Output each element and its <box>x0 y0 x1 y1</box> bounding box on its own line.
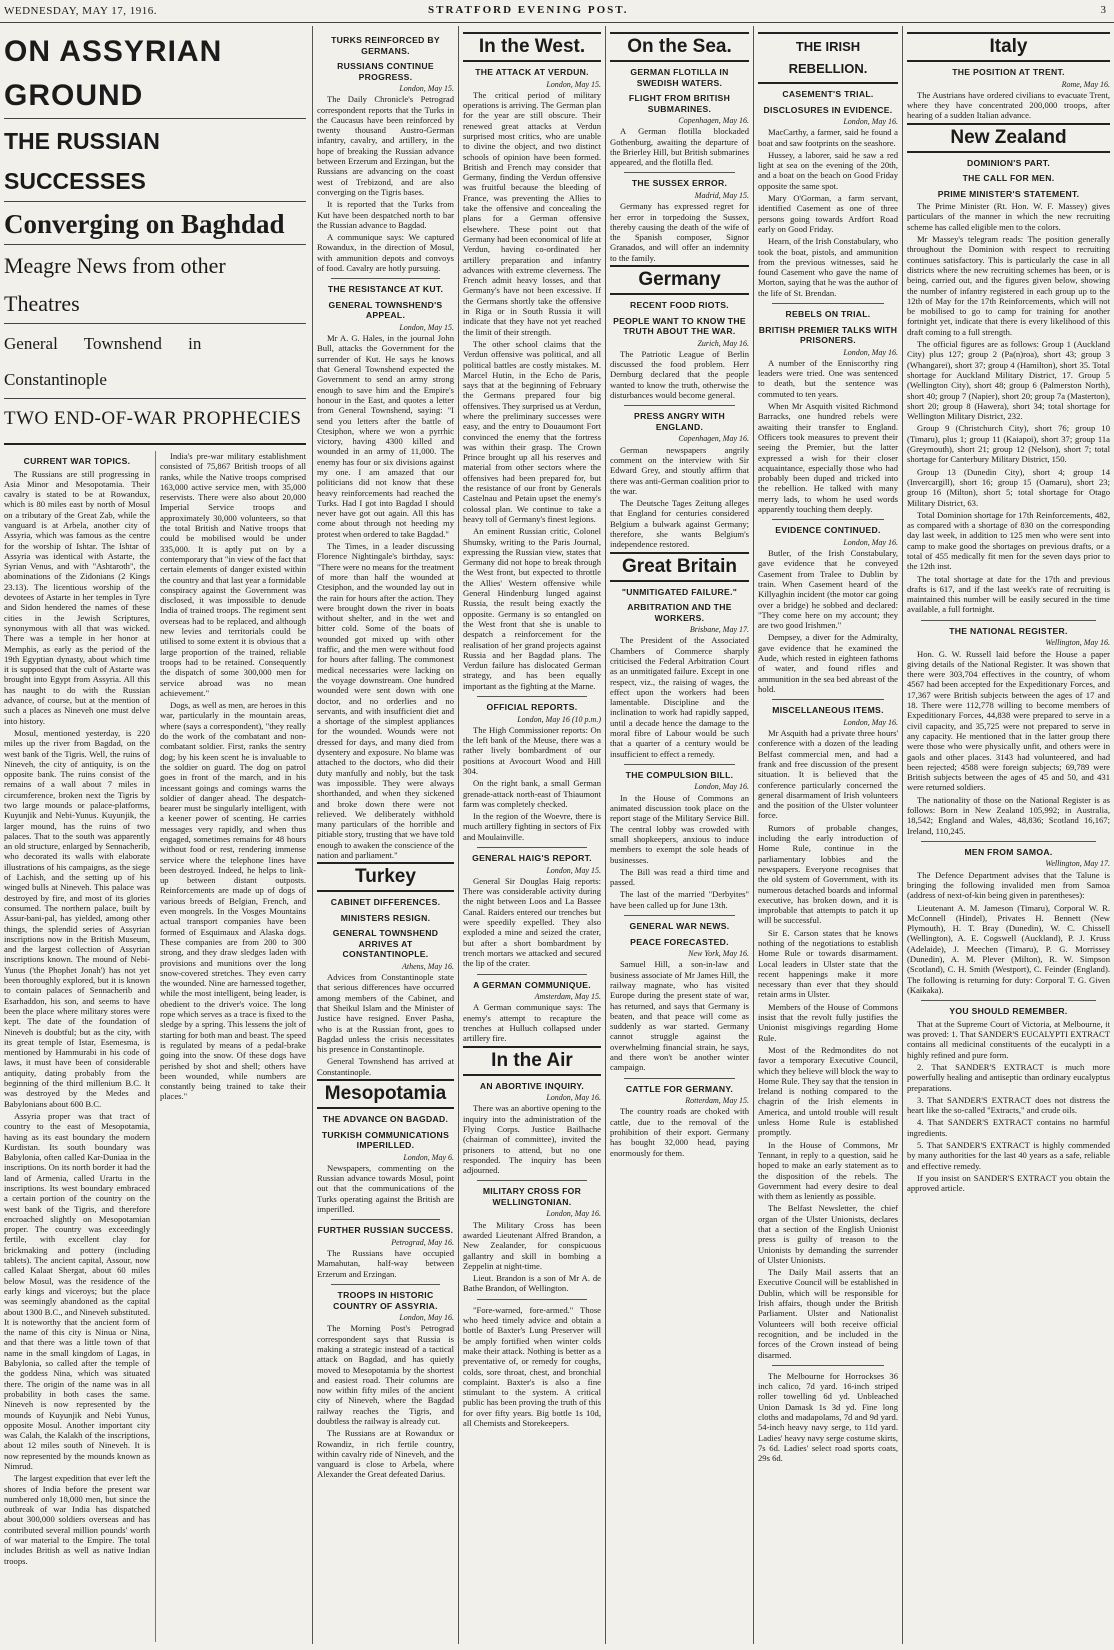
column-rule <box>902 26 903 1644</box>
article-subtitle: RUSSIANS CONTINUE PROGRESS. <box>337 61 434 82</box>
masthead-date: WEDNESDAY, MAY 17, 1916. <box>4 5 157 17</box>
lead-subheadline: Meagre News from other Theatres <box>4 253 226 316</box>
article-title: OFFICIAL REPORTS. <box>486 702 578 713</box>
article-title: THE RESISTANCE AT KUT. <box>327 284 444 295</box>
article-title: AN ABORTIVE INQUIRY. <box>479 1080 585 1091</box>
article-title: THE SUSSEX ERROR. <box>631 178 728 189</box>
dateline: London, May 16 (10 p.m.) <box>517 714 601 724</box>
advertisement: That at the Supreme Court of Victoria, at Melbourne, it was proved: 1. That SANDER'S EUCALYPTI EXTRACT contains all medicinal constituents of the eucalypti in a highly refined and pure form. <box>907 1018 1110 1060</box>
article-title: THE COMPULSION BILL. <box>625 769 734 780</box>
lead-story-column <box>4 30 306 1642</box>
paragraph: When Mr Asquith visited Richmond Barracks, one hundred rebels were awaiting their transfer to England. Officers took measures to prevent their seeing the Premier, but the latter expressed a wish for their closer acquaintance, especially those who had probably been duped and tricked into the rebellion. He talked with many merry lads, to whom he used words apparently touching them deeply. <box>758 401 898 514</box>
paragraph: Advices from Constantinople state that serious differences have occurred among members of the Cabinet, and that Sheikul Islam and the Minister of Justice have resigned. Enver Pasha, who is at the Russian front, goes to Bagdad unless the crisis necessitates his presence in Constantinople. <box>317 972 454 1055</box>
article-subtitle: PEACE FORECASTED. <box>630 936 729 947</box>
section-head-great-britain: Great Britain <box>610 552 749 582</box>
section-head-air: In the Air <box>463 1046 601 1076</box>
dateline: London, May 15. <box>399 322 454 332</box>
paragraph: The Russians are still progressing in Asia Minor and Mesopotamia. Their cavalry is stated to be at Rowandux, which is 80 miles east by north of Mosul on a tributary of the Great Zab, while the vanguard is at Arbela, another city of Assyria, which was famous as the centre for the worship of Ishtar. The Ishtar of Assyria was identical with Astarte, the Syrian Venus, and with "Ashtaroth", the abominations of the Zidonians (2 Kings 23.13). The licentious worship of the devotees of Astarte in her temples in Tyre and Sidon hendered the names of these cities in the Jewish Scriptures, synonymous with all that was wicked. There was a temple in her honor at Memphis, as early as the period of the 19th Egyptian dynasty, about which time it is supposed that the cult of Astarte was brought into Egypt from Assyria. All this has naught to do with the Russian advance, of course, but at the mention of such a places as Nineveh one must delve into history. <box>4 468 150 726</box>
advertisement: 2. That SANDER'S EXTRACT is much more powerfully healing and antiseptic than ordinary eucalyptus preparations. <box>907 1061 1110 1093</box>
paragraph: Dempsey, a diver for the Admiralty, gave evidence that he examined the Aude, which rested in eighteen fathoms of water, and found rifles and ammunition in the sea bed abreast of the hold. <box>758 632 898 694</box>
paragraph: The last of the married "Derbyites" have been called up for June 13th. <box>610 889 749 910</box>
paragraph: A German flotilla blockaded Gothenburg, awaiting the departure of the Brierley Hill, but British submarines appeared, and the flotilla fled. <box>610 126 749 168</box>
dateline: London, May 16. <box>399 1313 454 1323</box>
dateline: London, May 16. <box>843 117 898 126</box>
paragraph: The Daily Mail asserts that an Executive Council will be established in Dublin, which will be responsible for Irish affairs, though under the British Parliament. Ulster and Nationalist Volunteers will both receive official recognition, and be included in the forces of the Crown instead of being disarmed. <box>758 1267 898 1360</box>
paragraph: Hearn, of the Irish Constabulary, who took the boat, pistols, and ammunition from the previous witnesses, said he found Casement who gave the name of Morton, saying that he was the author of the life of St. Brendan. <box>758 236 898 298</box>
lead-subheadline: THE RUSSIAN SUCCESSES <box>4 128 160 194</box>
article-title: TURKS REINFORCED BY GERMANS. <box>331 35 440 56</box>
article-title: THE ATTACK AT VERDUN. <box>475 67 589 77</box>
article-title: "UNMITIGATED FAILURE." <box>621 586 738 597</box>
article-subtitle: TURKISH COMMUNICATIONS IMPERILLED. <box>321 1129 450 1151</box>
article-title: CASEMENT'S TRIAL. <box>782 89 874 99</box>
article-title: THE ADVANCE ON BAGDAD. <box>322 1114 449 1125</box>
lead-subheadline: TWO END-OF-WAR PROPHECIES <box>4 408 302 429</box>
column-3 <box>463 30 601 1642</box>
column-rule <box>458 26 459 1644</box>
section-head-italy: Italy <box>907 32 1110 62</box>
lead-subheadline: Converging on Baghdad <box>4 209 285 239</box>
dateline: London, May 16. <box>843 717 898 727</box>
paragraph: The total shortage at date for the 17th and previous drafts is 617, and if the last week's rate of recruiting is maintained this number will be easily secured in the time available, a full fortnight. <box>907 573 1110 615</box>
article-subtitle: PEOPLE WANT TO KNOW THE TRUTH ABOUT THE WAR. <box>613 315 746 337</box>
advertisement: The Melbourne for Horrockses 36 inch calico, 7d yard. 16-inch striped roller towelling 6d yd. Unbleached Union Damask 1s 3d yd. Fine long cloths and madapolams, 7d and 9d yard. 54-inch heavy navy serge, to 11d yard. Ladies' heavy navy serge costume skirts, 7s 6d. Ladies' select road sports coats, 29s 6d. <box>758 1370 898 1464</box>
paragraph: The official figures are as follows: Group 1 (Auckland City) plus 127; group 2 (Pa(n)roa), short 43; group 3 (Whangarei), short 37; group 4 (Hamilton), short 35. Total shortage for Auckland Military District, 17. Group 5 (Wellington City), short 48; group 6 (Palmerston North), short 40; group 7 (Napier), short 20; group 7a (Masterton), short 20; group 8 (Hawera), short 34; total shortage for Wellington Military District, 232. <box>907 339 1110 422</box>
paragraph: The Russians have occupied Mamahutan, half-way between Erzerum and Erzingan. <box>317 1248 454 1279</box>
paragraph: The Military Cross has been awarded Lieutenant Alfred Brandon, a New Zealander, for conspicuous gallantry and skill in bombing a Zeppelin at night-time. <box>463 1219 601 1271</box>
advertisement: If you insist on SANDER'S EXTRACT you obtain the approved article. <box>907 1172 1110 1194</box>
article-subtitle: PRIME MINISTER'S STATEMENT. <box>937 188 1080 199</box>
paragraph: The Belfast Newsletter, the chief organ of the Ulster Unionists, declares that a section of the English Unionist press is guilty of treason to the Unionists by demanding the surrender of Ulster Unionists. <box>758 1203 898 1265</box>
advertisement: 4. That SANDER'S EXTRACT contains no harmful ingredients. <box>907 1117 1110 1138</box>
dateline: London, May 15. <box>399 84 454 93</box>
dateline: Brisbane, May 17. <box>689 625 749 635</box>
column-2 <box>317 30 454 1642</box>
column-4 <box>610 30 749 1642</box>
paragraph: The other school claims that the Verdun offensive was political, and all political battles are costly mistakes. M. Marcel Hutin, in the Echo de Paris, says that at the beginning of February the Germans prepared four big offensives. They surprised us at Verdun, where the preliminary successes were easy, and the entry to Douaumont Fort convinced the enemy that the fortress was within their grasp. The Crown Prince brought up all his reserves and material from other sectors where the offensives had been prepared for, but the resistance of our front by Generals Castelnau and Petain upset the enemy's colossal plan. We continue to take a heavy toll of Germany's finest legions. <box>463 338 601 524</box>
paragraph: In the region of the Woevre, there is much artillery fighting in sectors of Fix and Moulainville. <box>463 811 601 842</box>
column-rule <box>312 26 313 1644</box>
paragraph: Assyria proper was that tract of country to the east of Mesopotamia, having as its east boundary the modern Kurdistan. Its south boundary was Babylonia, often called Kar-Duniaa in the inscriptions. On its north border it had the land of Armenia, called Urartu in the inscriptions. Its west boundary embraced a certain portion of the country on the west bank of the Tigris, and therefore encroached slightly on Mesopotamian proper. The country was exceedingly fertile, with excellent clay for brickmaking and pottery (including tablets). The ancient capital, Assour, now called Kalaat Shergat, about 60 miles below Mosul, was the residence of the early kings and viceroys; but the place was seemingly abandoned as the capital about 1300 B.C., and Nineveh substituted. It is noteworthy that the ancient form of the name of this city is Ninua or Nina, and that there was a little town of that name in the small kingdom of Lagas, in Babylonia, so called after the temple of the goddess Nina, which was situated there. The origin of the name was in all probability in both cases the same. Nineveh is now represented by the mounds of Kuyunjik and Nebi Yunus, opposite Mosul. Another important city was Calah, the Kalakh of the inscriptions, about 12 miles south of Nineveh. It is now represented by the mounds known as Nimrud. <box>4 1110 150 1471</box>
article-title: MILITARY CROSS FOR WELLINGTONIAN. <box>482 1186 582 1207</box>
paragraph: Lieut. Brandon is a son of Mr A. de Bathe Brandon, of Wellington. <box>463 1273 601 1294</box>
paragraph: A number of the Enniscorthy ring leaders were tried. One was sentenced to death, but the sentence was commuted to ten years. <box>758 357 898 399</box>
paragraph: The nationality of those on the National Register is as follows: Born in New Zealand 105,992; in Australia, 18,542; England and Wales, 48,836; Scotland 16,167; Ireland, 110,245. <box>907 794 1110 836</box>
paragraph: The Daily Chronicle's Petrograd correspondent reports that the Turks in the Caucasus have been reinforced by twenty thousand Austro-German infantry, cavalry, and artillery, in the hope of breaking the Russian advance between Erzerum and Erzingan, but the Russians are advancing on the coast west of Trebizond, and are also converging on the Tigris bases. <box>317 94 454 197</box>
dateline: London, May 16. <box>843 537 898 547</box>
masthead <box>0 0 1114 23</box>
paragraph: The Times, in a leader discussing Florence Nightingale's birthday, says: "There were no means for the treatment of more than half the wounded at Ctesiphon, and the wounded lay out in the rain for hours after the action. They were brought down the river in boats without shelter, and in the wet and bitter cold. Some of the boats of wounded got mixed up with other traffic, and the men were without food for hours after falling. The commonest medical necessaries were lacking on the voyage downstream. One hundred wounded were sent down with one doctor, and no orderlies and no servants, and with insufficient diet and a shortage of the simplest appliances for the wounded. Wounds were not dressed for days, and many died from dysentery and exposure. No blame was attached to the doctors, who did their duty manfully and nobly, but the task was impossible. They were always shorthanded, and when they sickened and broke down there were not relieved. We deliberately withhold many particulars of the horrible and pitiable story, trusting that we have told enough to awaken the conscience of the nation and parliament." <box>317 541 454 860</box>
paragraph: General Sir Douglas Haig reports: There was considerable activity during the night between Loos and La Bassee Canal. Raiders entered our trenches but were speedily expelled. They also exploded a mine and seized the crater, but after a short bombardment by trench mortars we attacked and secured the lip of the crater. <box>463 875 601 969</box>
paragraph: India's pre-war military establishment consisted of 75,867 British troops of all ranks, while the Native troops comprised 163,000 active service men, with 35,000 reservists. There were also about 20,000 Imperial Service troops and approximately 30,000 volunteers, so that the total British and Native troops that could be mobilised would be under 335,000. It is aptly put on by a contemporary that "in view of the fact that certain elements of danger existed within the country and that last year a formidable conspiracy against the Government was disclosed, it was impossible to denude India of trained troops. The regiment sent overseas had to be replaced, and although new levies and territorials could be utilised to some extent it is obvious that a large proportion of the trained, reliable troops had to be retained. Consequently the dispatch of some 300,000 men for service abroad was no mean achievement." <box>160 451 306 698</box>
paragraph: MacCarthy, a farmer, said he found a boat and saw footprints on the seashore. <box>758 127 898 148</box>
paragraph: Sir E. Carson states that he knows nothing of the negotiations to establish Home Rule or towards disarmament. Local leaders in Ulster state that the recent happenings make it more necessary than ever that they should retain arms in Ulster. <box>758 927 898 1000</box>
paragraph: It is reported that the Turks from Kut have been despatched north to bar the Russian advance to Bagdad. <box>317 199 454 230</box>
article-title: RECENT FOOD RIOTS. <box>630 300 729 311</box>
paragraph: The Deutsche Tages Zeitung alleges that England for centuries considered Belgium a bulwark against Germany; therefore, she wants Belgium's independence restored. <box>610 498 749 550</box>
paragraph: In the House of Commons, Mr Tennant, in reply to a question, said he hoped to make an early statement as to the disposition of the rebels. The Government had every desire to deal with them as leniently as possible. <box>758 1139 898 1202</box>
paragraph: Hussey, a laborer, said he saw a red light at sea on the evening of the 20th, and a boat on the beach on Good Friday opposite the same spot. <box>758 149 898 191</box>
war-topics-right <box>160 451 306 1642</box>
dateline: London, May 15. <box>546 865 601 875</box>
paragraph: The Defence Department advises that the Talune is bringing the following invalided men from Samoa (address of next-of-kin being given in parentheses): <box>907 869 1110 901</box>
dateline: Rome, May 16. <box>1061 79 1110 89</box>
paragraph: Most of the Redmondites do not favor a temporary Executive Council, which they believe will block the way to Home Rule. They say that the tension in Ireland is nothing compared to the chagrin of the Irish elements in America, and untold trouble will result unless Home Rule is established promptly. <box>758 1044 898 1138</box>
paragraph: The Austrians have ordered civilians to evacuate Trent, where they have concentrated 200,000 troops, after hearing of a sudden Italian advance. <box>907 89 1110 121</box>
paragraph: Mary O'Gorman, a farm servant, identified Casement as one of three persons going towards Ardfort Road early on Good Friday. <box>758 193 898 234</box>
paragraph: The country roads are choked with cattle, due to the removal of the prohibition of their export. Germany has bought 32,000 head, paying enormously for them. <box>610 1106 749 1158</box>
dateline: Copenhagen, May 16. <box>678 116 749 125</box>
paragraph: Total Dominion shortage for 17th Reinforcements, 482, as compared with a shortage of 830 on the corresponding day last week, in addition to 125 men who were sent into camp to make good the shortages on previous drafts, or a total of 455 medically fit men for the seven days prior to the 12th inst. <box>907 509 1110 572</box>
dateline: Wellington, May 17. <box>1045 859 1110 869</box>
paragraph: Newspapers, commenting on the Russian advance towards Mosul, point out that the communications of the Turks operating against the British are imperilled. <box>317 1162 454 1215</box>
advertisement: "Fore-warned, fore-armed." Those who heed timely advice and obtain a bottle of Baxter's Lung Preserver will be amply fortified when winter colds make their attack. Nothing is better as a preventative of, or remedy for coughs, colds, sore throat, chest, and bronchial complaint. Baxter's is also a fine stimulant to the system. A critical public has been proving the truth of this for over fifty years. Big bottle 1s 10d, all Chemists and Storekeepers. <box>463 1304 601 1429</box>
section-head-new-zealand: New Zealand <box>907 123 1110 153</box>
paragraph: The Patriotic League of Berlin discussed the food problem. Herr Dernburg declared that the people wanted to know the truth, otherwise the disturbances would become general. <box>610 348 749 401</box>
advertisement: 5. That SANDER'S EXTRACT is highly commended by many authorities for the last 40 years as a safe, reliable and effective remedy. <box>907 1140 1110 1171</box>
dateline: London, May 15. <box>546 79 601 89</box>
masthead-paper-title: STRATFORD EVENING POST. <box>428 4 629 16</box>
section-head-turkey: Turkey <box>317 862 454 892</box>
article-subtitle: GENERAL TOWNSHEND ARRIVES AT CONSTANTINOPLE. <box>332 928 439 960</box>
lead-subheadline: General Townshend in Constantinople <box>4 334 202 389</box>
dateline: Amsterdam, May 15. <box>534 992 601 1002</box>
paragraph: Samuel Hill, a son-in-law and business associate of Mr James Hill, the railway magnate, who has visited Europe during the present state of war, has returned, and says that Germany is beaten, and that peace will come as suddenly as war started. Germany cannot struggle against the overwhelming financial strain, he says, and there won't be another winter campaign. <box>610 959 749 1073</box>
column-6 <box>907 30 1110 1642</box>
paragraph: Germany has expressed regret for her error in torpedoing the Sussex, thereby causing the death of the wife of the Spanish composer, Signor Granados, and will offer an indemnity to the family. <box>610 201 749 263</box>
paragraph: Hon. G. W. Russell laid before the House a paper giving details of the National Register. It was shown that there were 303,704 effectives in the country, of whom 4567 had been accepted for the Expeditionary Forces, and 17,367 were British subjects between the ages of 17 and 18. There were 112,778 willing to become members of Expeditionary Forces, 44,838 were prepared to serve in a civil capacity, and 35,725 were not prepared to serve in any capacity. He mentioned that in the latter group there were those who were physically unfit, and others were in gaols and other places. 3143 had volunteered, and had been rejected; 4588 were foreign subjects; 69,789 were British subjects between the ages of 45 and 50, and 431 were returned soldiers. <box>907 648 1110 793</box>
paragraph: Group 13 (Dunedin City), short 4; group 14 (Invercargill), short 16; group 15 (Oamaru), short 23; group 16 (Milton), short 5; total shortage for Otago Military District, 63. <box>907 466 1110 508</box>
section-title: CURRENT WAR TOPICS. <box>23 456 131 466</box>
paragraph: The Prime Minister (Rt. Hon. W. F. Massey) gives particulars of the manner in which the new recruiting scheme has called eligible men to the colors. <box>907 201 1110 232</box>
dateline: Rotterdam, May 15. <box>685 1096 749 1106</box>
paragraph: Members of the House of Commons insist that the revolt fully justifies the Unionist misgivings regarding Home Rule. <box>758 1001 898 1043</box>
paragraph: The Bill was read a third time and passed. <box>610 866 749 888</box>
paragraph: Mr Asquith had a private three hours' conference with a dozen of the leading Belfast commercial men, and had a frank and free discussion of the present situation. It is believed that the conference particularly concerned the general disarmament of Irish volunteers and the position of the Ulster volunteer force. <box>758 728 898 821</box>
article-subtitle: GENERAL TOWNSHEND'S APPEAL. <box>328 299 443 321</box>
article-subtitle: THE CALL FOR MEN. <box>962 173 1055 184</box>
dateline: London, May 16. <box>546 1093 601 1103</box>
article-title: REBELS ON TRIAL. <box>785 309 871 320</box>
dateline: Athens, May 16. <box>402 961 454 971</box>
section-head-sea: On the Sea. <box>610 32 749 62</box>
article-title: THE POSITION AT TRENT. <box>952 67 1065 77</box>
paragraph: The Russians are at Rowandux or Rowandiz, in rich fertile country, within cavalry ride of Nineveh, and the vanguard is close to Arbela, where Alexander the Great defeated Darius. <box>317 1428 454 1480</box>
dateline: Petrograd, May 16. <box>391 1237 454 1247</box>
lead-headline: ON ASSYRIAN GROUND <box>4 35 223 112</box>
paragraph: The High Commissioner reports: On the left bank of the Meuse, there was a rather lively bombardment of our positions at Avocourt Wood and Hill 304. <box>463 724 601 776</box>
dateline: Zurich, May 16. <box>697 338 749 348</box>
article-title: FURTHER RUSSIAN SUCCESS. <box>317 1225 454 1236</box>
dateline: London, May 6. <box>403 1152 454 1162</box>
dateline: London, May 16. <box>546 1209 601 1219</box>
america-anchor <box>463 1000 464 1001</box>
article-subtitle: ARBITRATION AND THE WORKERS. <box>627 602 732 623</box>
paragraph: Mosul, mentioned yesterday, is 220 miles up the river from Bagdad, on the west bank of the Tigris. Well, the ruins of Nineveh, the city of antiquity, is on the opposite bank. The ruins consist of the remains of a wall about 7 miles in circumference, broken next the Tigris by two large mounds or palace-platforms, Kuyunjik and Nebi-Yunus. Kuyunjik, the larger mound, has the ruins of two palaces. That to the south was apparently an old structure, enlarged by Sennacherib, who decorated its walls with elaborate illustrations of his campaigns, as the siege of Lachish, and the setting up of his winged bulls at Nineveh. This palace was destroyed by fire, and most of its glories consumed. The northern palace, built by Assur-bani-pal, has yielded, among other things, the splendid series of Assyrian inscriptions now in the British Museum, and the largest collection of Assyrian inscriptions known. The mound of Nebi-Yunus ('the Phophet Jonah') has not yet been thoroughly explored, but it is known to contain palaces of Sennacherib and Esarhaddon, his son, and seems to have been the place where military stores were kept. The date of the foundation of Nineveh is doubtful; but as the city, with its great temple of Istar, Esemesma, is mentioned by Hammurabi in his code of laws, it must have been of considerable antiquity, dating probably from the beginning of the third millenium B.C. It was destroyed by the Medes and Babylonians about 600 B.C. <box>4 727 150 1109</box>
paragraph: A communique says: We captured Rowandux, in the direction of Mosul, with ammunition depots and convoys of food. Cavalry are hotly pursuing. <box>317 232 454 274</box>
column-rule <box>753 26 754 1644</box>
article-title: EVIDENCE CONTINUED. <box>775 525 881 536</box>
article-subtitle: BRITISH PREMIER TALKS WITH PRISONERS. <box>758 324 898 346</box>
advertisement: 3. That SANDER'S EXTRACT does not distress the heart like the so-called "Extracts," and crude oils. <box>907 1094 1110 1116</box>
paragraph: Rumors of probable changes, including the early introduction of Home Rule, continue in the parliamentary lobbies and the newspapers. Everyone recognises that the old system of Government, with its numerous detached boards and informal executive, has broken down, and it is improbable that attempts to patch it up will be successful. <box>758 822 898 926</box>
paragraph: On the right bank, a small German grenade-attack north-east of Thiaumont farm was completely checked. <box>463 778 601 809</box>
article-title: TROOPS IN HISTORIC COUNTRY OF ASSYRIA. <box>333 1290 438 1311</box>
advertisement-title: YOU SHOULD REMEMBER. <box>949 1006 1068 1017</box>
article-title: CABINET DIFFERENCES. <box>330 897 441 908</box>
paragraph: Lieutenant A. M. Jameson (Timaru), Corporal W. R. McConnell (Hindel), Privates H. Bennett (New Plymouth), H. T. Bray (Dunedin), W. C. Chissell (Wellington), A. E. Cogswell (Auckland), P. J. Kruss (Adelaide), J. Meechen (Timaru), P. G. Morrissey (Dunedin), A. M. Plever (Milton), R. W. Simpson (Scotland), C. H. Smith (Westport), C. Feinder (England). The following is returning for duty: Corporal T. G. Given (Kaikaka). <box>907 902 1110 995</box>
section-head-mesopotamia: Mesopotamia <box>317 1079 454 1109</box>
paragraph: An eminent Russian critic, Colonel Shumsky, writing to the Paris Journal, expressing the Russian view, states that Germany did not hope to break through the West front, but expected to throttle the Allies' Western offensive while General Hindenburg lunged against Russia, the result being exactly the opposite. Germany is so entangled on the West front that she is unable to despatch a reinforcement for the realisation of her grand projects against Russia and her Bagdad plans. The Verdun failure has dislocated German strategy, and has been equally important as the fighting at the Marne. <box>463 526 601 691</box>
dateline: London, May 16. <box>694 782 749 792</box>
paragraph: Mr Massey's telegram reads: The position generally throughout the Dominion with respect to recruiting continues satisfactory. This is particularly the case in all districts where the new recruiting schemes has been, or is being, carried out, and the figures given below, showing the number of infantry registered in each group up to the 12th of May for the 17th Reinforcements, which will not be mobilised to go to camp for training for another fortnight yet, indicate that there is every likelihood of this draft coming to a full strength. <box>907 234 1110 337</box>
paragraph: Dogs, as well as men, are heroes in this war, particularly in the mountain areas, where (says a correspondent), "they really do the work of the combatant and non-combatant soldier. First, ranks the sentry dog; by his keen scent he is invaluable to the soldier on guard. The dog on patrol goes in front of the march, and in his incessant goings and comings warns the soldier of danger ahead. The despatch-bearer must be singularly intelligent, with a keener power of scenting. He carries messages very rapidly, and when thus engaged, sometimes remains for 48 hours without food or rest, rendering immense service where the telephone lines have been destroyed. Indeed, he helps to link-up between distant outposts. Reinforcements are made up of dogs of various breeds of Belgian, French, and even mongrels. In the Vosges Mountains actual transport companies have been formed of Esquimaux and Alaska dogs. These companies are from 200 to 300 strong, and they draw sledges laden with provisions and munitions over the long snow-covered stretches. They even carry the wounded. Nine are harnessed together, while the most intelligent, being leader, is obedient to the driver's voice. The long rope which serves as a trace is fixed to the sledge by a spring. This lessens the jolt of starting for both man and beast. The speed is regulated by means of a pedal-brake going into the snow. Of these dogs have perished by shot and shell; others have been wounded, while numbers are constantly being trained to take their places." <box>160 700 306 1102</box>
dateline: Madrid, May 15. <box>694 190 749 200</box>
column-5 <box>758 30 898 1642</box>
paragraph: General Townshend has arrived at Constantinople. <box>317 1056 454 1077</box>
article-title: A GERMAN COMMUNIQUE. <box>473 979 591 990</box>
masthead-page-number: 3 <box>1100 4 1106 16</box>
article-subtitle: DISCLOSURES IN EVIDENCE. <box>763 104 893 115</box>
section-head-germany: Germany <box>610 265 749 295</box>
article-subtitle: MINISTERS RESIGN. <box>340 912 431 923</box>
paragraph: Group 9 (Christchurch City), short 76; group 10 (Timaru), plus 1; group 11 (Kaiapoi), short 37; group 11a (Greymouth), short 21; group 12 (Nelson), short 7; total shortage for Canterbury Military District, 150. <box>907 423 1110 465</box>
paragraph: In the House of Commons an animated discussion took place on the report stage of the Military Service Bill. The central lobby was crowded with small shopkeepers, anxious to induce members to exempt the sole heads of businesses. <box>610 792 749 865</box>
dateline: London, May 16. <box>843 347 898 357</box>
paragraph: The critical period of military operations is arriving. The German plan for the year are still obscure. Their renewed great attacks at Verdun surprised most critics, who are unable to divine the object, and two distinct schools of opinion have been formed. British and French may consider that Germany, finding the Verdun offensive was fruitful because the bleeding of France, was preventing the Allies to take the offensive and concealing the plans for a German offensive elsewhere. These point out that Germany had been economical of life at Verdun, having co-ordinated her artillery preparation and infantry advances with extreme cleverness. The French admit heavy losses, and that Germany's have not been excessive. If the Germans shortly take the offensive in Riga or in South Russia it will indicate that they have not yet reached the limit of their strength. <box>463 89 601 337</box>
article-title: MISCELLANEOUS ITEMS. <box>772 705 884 716</box>
dateline: New York, May 16. <box>688 949 749 959</box>
paragraph: The President of the Associated Chambers of Commerce sharply criticised the Federal Arbitration Court as an unmitigated failure. Except in one respect, viz., the raising of wages, the effect upon the workers had been lamentable. Discipline and the inclination to work had rapidly sapped, until a decade hence the damage to the moral fibre of Labour would be such that a quarter of a century would be insufficient to effect a remedy. <box>610 635 749 759</box>
paragraph: Mr A. G. Hales, in the journal John Bull, attacks the Government for the surrender of Kut. He says he knows that General Townshend expected the Government to send an army strong enough to save him and the Empire's honour in the East, and quotes a letter from General Townshend, saying: "I send you letters after the battle of Ctesiphon, where we won a pyrrhic victory, having 4300 killed and wounded in an army of 11,000. The enemy has four or six divisions against my one. I am amazed that our politicians did not know that these heavy reinforcements had reached the Turks. Had I got into Bagdad I should never have got out again. All this has come about through not heeding my protest when ordered to take Bagdad." <box>317 333 454 539</box>
article-title: THE NATIONAL REGISTER. <box>949 625 1068 636</box>
paragraph: The largest expedition that ever left the shores of India before the present war numbered only 18,000 men, but since the outbreak of war India has dispatched about 300,000 soldiers overseas and has contributed several million pounds' worth of war material to the Empire. The total includes British as well as native Indian troops. <box>4 1473 150 1566</box>
paragraph: There was an abortive opening to the inquiry into the administration of the Flying Corps. Justice Bailhache (chairman of committee), invited the prisoners to attend, but no one responded. The inquiry has been adjourned. <box>463 1103 601 1176</box>
article-title: DOMINION'S PART. <box>966 157 1051 168</box>
article-title: GERMAN FLOTILLA IN SWEDISH WATERS. <box>630 67 729 88</box>
paragraph: The Morning Post's Petrograd correspondent says that Russia is making a strategic instead of a tactical attack on Bagdad, and has quietly moved to Mesopotamia by the shortest and easiest road. Their columns are now within fifty miles of the ancient city of Nineveh, where the Bagdad railway reaches the Tigris, and doubtless the railway is already cut. <box>317 1323 454 1426</box>
article-title: PRESS ANGRY WITH ENGLAND. <box>634 411 725 432</box>
article-title: GENERAL WAR NEWS. <box>629 921 730 932</box>
paragraph: A German communique says: The enemy's attempt to recapture the trenches at Hulluch collapsed under artillery fire. <box>463 1002 601 1044</box>
dateline: Wellington, May 16. <box>1045 638 1110 648</box>
section-head-irish-rebellion: THE IRISH REBELLION. <box>758 32 898 84</box>
dateline: Copenhagen, May 16. <box>678 434 749 444</box>
paragraph: German newspapers angrily comment on the interview with Sir Edward Grey, and stoutly affirm that there was anti-German coalition prior to the war. <box>610 444 749 496</box>
article-subtitle: FLIGHT FROM BRITISH SUBMARINES. <box>628 93 731 114</box>
section-head-west: In the West. <box>463 32 601 62</box>
article-title: GENERAL HAIG'S REPORT. <box>472 853 592 864</box>
paragraph: Butler, of the Irish Constabulary, gave evidence that he conveyed Casement from Tralee to Dublin by train. When Casement heard of the Killyaghin incident (the motor car going over a bridge) he sobbed and declared: "They come here on my account; they are two good Irishmen." <box>758 548 898 631</box>
column-rule <box>605 26 606 1644</box>
article-title: CATTLE FOR GERMANY. <box>625 1083 734 1094</box>
article-title: MEN FROM SAMOA. <box>964 846 1053 857</box>
war-topics-left <box>4 451 150 1642</box>
